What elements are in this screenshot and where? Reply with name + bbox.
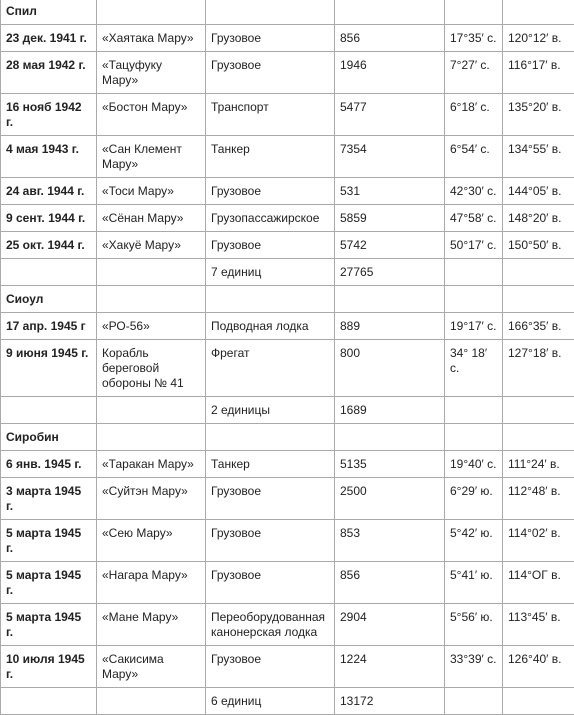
- date-cell: 5 марта 1945 г.: [1, 562, 97, 604]
- section-total-row: [1, 397, 574, 424]
- longitude-cell: 116°17′ в.: [503, 52, 574, 94]
- latitude-cell: 7°27′ с.: [445, 52, 503, 94]
- section-total-row: [1, 259, 574, 286]
- section-header-row: [1, 0, 574, 25]
- ship-type-cell: Грузовое: [206, 646, 335, 688]
- date-cell: 5 марта 1945 г.: [1, 520, 97, 562]
- ship-name-cell: «Сёнан Мару»: [97, 205, 206, 232]
- total-tonnage-cell: 13172: [335, 688, 445, 715]
- latitude-cell: 34° 18′ с.: [445, 340, 503, 397]
- section-header-row: [1, 424, 574, 451]
- table-row: [1, 562, 574, 604]
- longitude-cell: 111°24′ в.: [503, 451, 574, 478]
- table-row: [1, 520, 574, 562]
- longitude-cell: 134°55′ в.: [503, 136, 574, 178]
- table-row: [1, 340, 574, 397]
- latitude-cell: 33°39′ с.: [445, 646, 503, 688]
- longitude-cell: 114°02′ в.: [503, 520, 574, 562]
- ship-name-cell: «Мане Мару»: [97, 604, 206, 646]
- date-cell: 28 мая 1942 г.: [1, 52, 97, 94]
- tonnage-cell: 5135: [335, 451, 445, 478]
- latitude-cell: 19°17′ с.: [445, 313, 503, 340]
- latitude-cell: 6°54′ с.: [445, 136, 503, 178]
- total-units-cell: 2 единицы: [206, 397, 335, 424]
- ships-table-body: [1, 0, 574, 715]
- tonnage-cell: 889: [335, 313, 445, 340]
- tonnage-cell: 5859: [335, 205, 445, 232]
- table-row: [1, 52, 574, 94]
- latitude-cell: 17°35′ с.: [445, 25, 503, 52]
- latitude-cell: 50°17′ с.: [445, 232, 503, 259]
- total-tonnage-cell: 27765: [335, 259, 445, 286]
- longitude-cell: 126°40′ в.: [503, 646, 574, 688]
- table-row: [1, 136, 574, 178]
- latitude-cell: 47°58′ с.: [445, 205, 503, 232]
- longitude-cell: 120°12′ в.: [503, 25, 574, 52]
- latitude-cell: 6°18′ с.: [445, 94, 503, 136]
- table-row: [1, 451, 574, 478]
- longitude-cell: 150°50′ в.: [503, 232, 574, 259]
- tonnage-cell: 5742: [335, 232, 445, 259]
- table-row: [1, 25, 574, 52]
- latitude-cell: 5°42′ ю.: [445, 520, 503, 562]
- tonnage-cell: 5477: [335, 94, 445, 136]
- latitude-cell: 19°40′ с.: [445, 451, 503, 478]
- tonnage-cell: 853: [335, 520, 445, 562]
- ship-name-cell: «Суйтэн Мару»: [97, 478, 206, 520]
- ship-type-cell: Грузовое: [206, 562, 335, 604]
- tonnage-cell: 856: [335, 25, 445, 52]
- tonnage-cell: 856: [335, 562, 445, 604]
- ship-type-cell: Грузовое: [206, 232, 335, 259]
- ship-type-cell: Переоборудованная канонерская лодка: [206, 604, 335, 646]
- section-name: Сиоул: [1, 286, 97, 313]
- total-tonnage-cell: 1689: [335, 397, 445, 424]
- date-cell: 4 мая 1943 г.: [1, 136, 97, 178]
- longitude-cell: 113°45′ в.: [503, 604, 574, 646]
- table-row: [1, 205, 574, 232]
- tonnage-cell: 2500: [335, 478, 445, 520]
- date-cell: 25 окт. 1944 г.: [1, 232, 97, 259]
- ship-type-cell: Грузовое: [206, 25, 335, 52]
- ship-type-cell: Танкер: [206, 451, 335, 478]
- ship-name-cell: «Сакисима Мару»: [97, 646, 206, 688]
- ship-name-cell: «Хаятака Мару»: [97, 25, 206, 52]
- ship-type-cell: Грузопассажирское: [206, 205, 335, 232]
- date-cell: 3 марта 1945 г.: [1, 478, 97, 520]
- date-cell: 23 дек. 1941 г.: [1, 25, 97, 52]
- tonnage-cell: 800: [335, 340, 445, 397]
- date-cell: 24 авг. 1944 г.: [1, 178, 97, 205]
- date-cell: 16 нояб 1942 г.: [1, 94, 97, 136]
- longitude-cell: 127°18′ в.: [503, 340, 574, 397]
- latitude-cell: 42°30′ с.: [445, 178, 503, 205]
- date-cell: 17 апр. 1945 г: [1, 313, 97, 340]
- ship-name-cell: «Тацуфуку Мару»: [97, 52, 206, 94]
- ship-name-cell: Корабль береговой обороны № 41: [97, 340, 206, 397]
- ship-type-cell: Фрегат: [206, 340, 335, 397]
- section-name: Сиробин: [1, 424, 97, 451]
- total-units-cell: 7 единиц: [206, 259, 335, 286]
- date-cell: 9 июня 1945 г.: [1, 340, 97, 397]
- longitude-cell: 166°35′ в.: [503, 313, 574, 340]
- table-row: [1, 313, 574, 340]
- table-row: [1, 646, 574, 688]
- ship-type-cell: Грузовое: [206, 520, 335, 562]
- ship-type-cell: Транспорт: [206, 94, 335, 136]
- longitude-cell: 112°48′ в.: [503, 478, 574, 520]
- ship-name-cell: «Сан Клемент Мару»: [97, 136, 206, 178]
- date-cell: 5 марта 1945 г.: [1, 604, 97, 646]
- ship-type-cell: Грузовое: [206, 52, 335, 94]
- ship-type-cell: Танкер: [206, 136, 335, 178]
- table-row: [1, 604, 574, 646]
- longitude-cell: 148°20′ в.: [503, 205, 574, 232]
- ship-name-cell: «Бостон Мару»: [97, 94, 206, 136]
- section-total-row: [1, 688, 574, 715]
- ship-name-cell: «Нагара Мару»: [97, 562, 206, 604]
- latitude-cell: 5°41′ ю.: [445, 562, 503, 604]
- longitude-cell: 135°20′ в.: [503, 94, 574, 136]
- table-row: [1, 178, 574, 205]
- ship-name-cell: «Сею Мару»: [97, 520, 206, 562]
- section-name: Спил: [1, 0, 97, 25]
- ship-name-cell: «РО-56»: [97, 313, 206, 340]
- total-units-cell: 6 единиц: [206, 688, 335, 715]
- date-cell: 9 сент. 1944 г.: [1, 205, 97, 232]
- ship-name-cell: «Хакуё Мару»: [97, 232, 206, 259]
- tonnage-cell: 2904: [335, 604, 445, 646]
- tonnage-cell: 1946: [335, 52, 445, 94]
- ship-type-cell: Грузовое: [206, 478, 335, 520]
- date-cell: 10 июля 1945 г.: [1, 646, 97, 688]
- ship-type-cell: Подводная лодка: [206, 313, 335, 340]
- tonnage-cell: 7354: [335, 136, 445, 178]
- tonnage-cell: 1224: [335, 646, 445, 688]
- section-header-row: [1, 286, 574, 313]
- longitude-cell: 114°ОГ в.: [503, 562, 574, 604]
- ship-type-cell: Грузовое: [206, 178, 335, 205]
- tonnage-cell: 531: [335, 178, 445, 205]
- table-row: [1, 232, 574, 259]
- table-row: [1, 478, 574, 520]
- ship-name-cell: «Таракан Мару»: [97, 451, 206, 478]
- latitude-cell: 6°29′ ю.: [445, 478, 503, 520]
- latitude-cell: 5°56′ ю.: [445, 604, 503, 646]
- table-row: [1, 94, 574, 136]
- ship-name-cell: «Тоси Мару»: [97, 178, 206, 205]
- longitude-cell: 144°05′ в.: [503, 178, 574, 205]
- date-cell: 6 янв. 1945 г.: [1, 451, 97, 478]
